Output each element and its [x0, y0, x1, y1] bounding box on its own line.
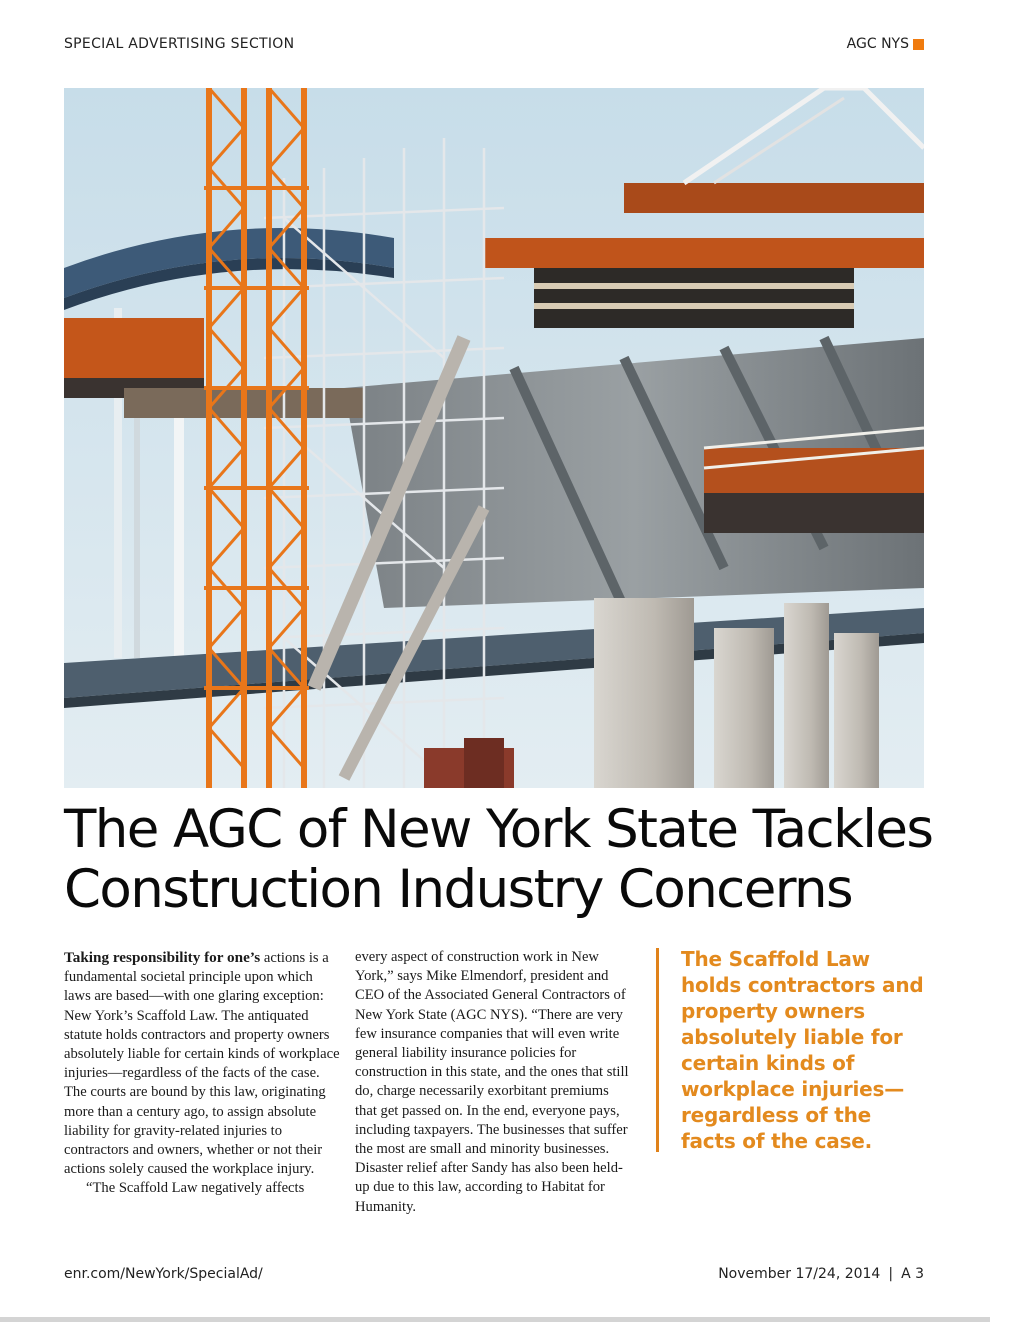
page-number: A 3 — [901, 1266, 924, 1282]
headline-line-1: The AGC of New York State Tackles — [64, 799, 933, 860]
brand-text: AGC NYS — [846, 36, 909, 52]
quote-start: “The Scaffold Law negatively affects — [86, 1180, 305, 1197]
issue-date: November 17/24, 2014 — [718, 1266, 881, 1282]
lead-in: Taking responsibility for one’s — [64, 949, 261, 966]
footer-folio — [718, 1266, 924, 1282]
brand-square-icon — [913, 39, 924, 50]
article-column-1 — [64, 948, 342, 1199]
column-1-body: actions is a fundamental societal principle upon which laws are based—with one glaring exception: New York’s Scaffold Law. The antiquated statute holds contractors and property owners absolutely liable for certain kinds of workplace injuries—regardless of the facts of the case. The courts are bound by this law, originating more than a century ago, to assign absolute liability for gravity-related injuries to contractors and owners, whether or not their actions solely caused the workplace injury. — [64, 950, 340, 1178]
column-2-body: every aspect of construction work in New York,” says Mike Elmendorf, president and CEO of the Associated General Contractors of New York State (AGC NYS). “There are very few insurance companies that will even write general liability insurance policies for construction in this state, and the ones that still do, charge necessarily exorbitant premiums that get passed on. In the end, everyone pays, including taxpayers. The businesses that suffer the most are small and minority businesses. Disaster relief after Sandy has also been held-up due to this law, according to Habitat for Humanity. — [355, 949, 629, 1215]
footer-url: enr.com/NewYork/SpecialAd/ — [64, 1266, 263, 1282]
pullquote: The Scaffold Law holds contractors and property owners absolutely liable for certain kinds of workplace injuries—regardless of the facts of the case. — [681, 947, 924, 1153]
hero-photo — [64, 88, 924, 788]
section-label: SPECIAL ADVERTISING SECTION — [64, 36, 295, 52]
brand-mark — [847, 36, 924, 52]
bottom-rule — [0, 1317, 990, 1322]
pullquote-rule — [656, 948, 659, 1152]
article-headline — [64, 800, 944, 920]
article-column-2 — [355, 948, 633, 1217]
headline-line-2: Construction Industry Concerns — [64, 859, 852, 920]
folio-separator: | — [888, 1266, 894, 1282]
